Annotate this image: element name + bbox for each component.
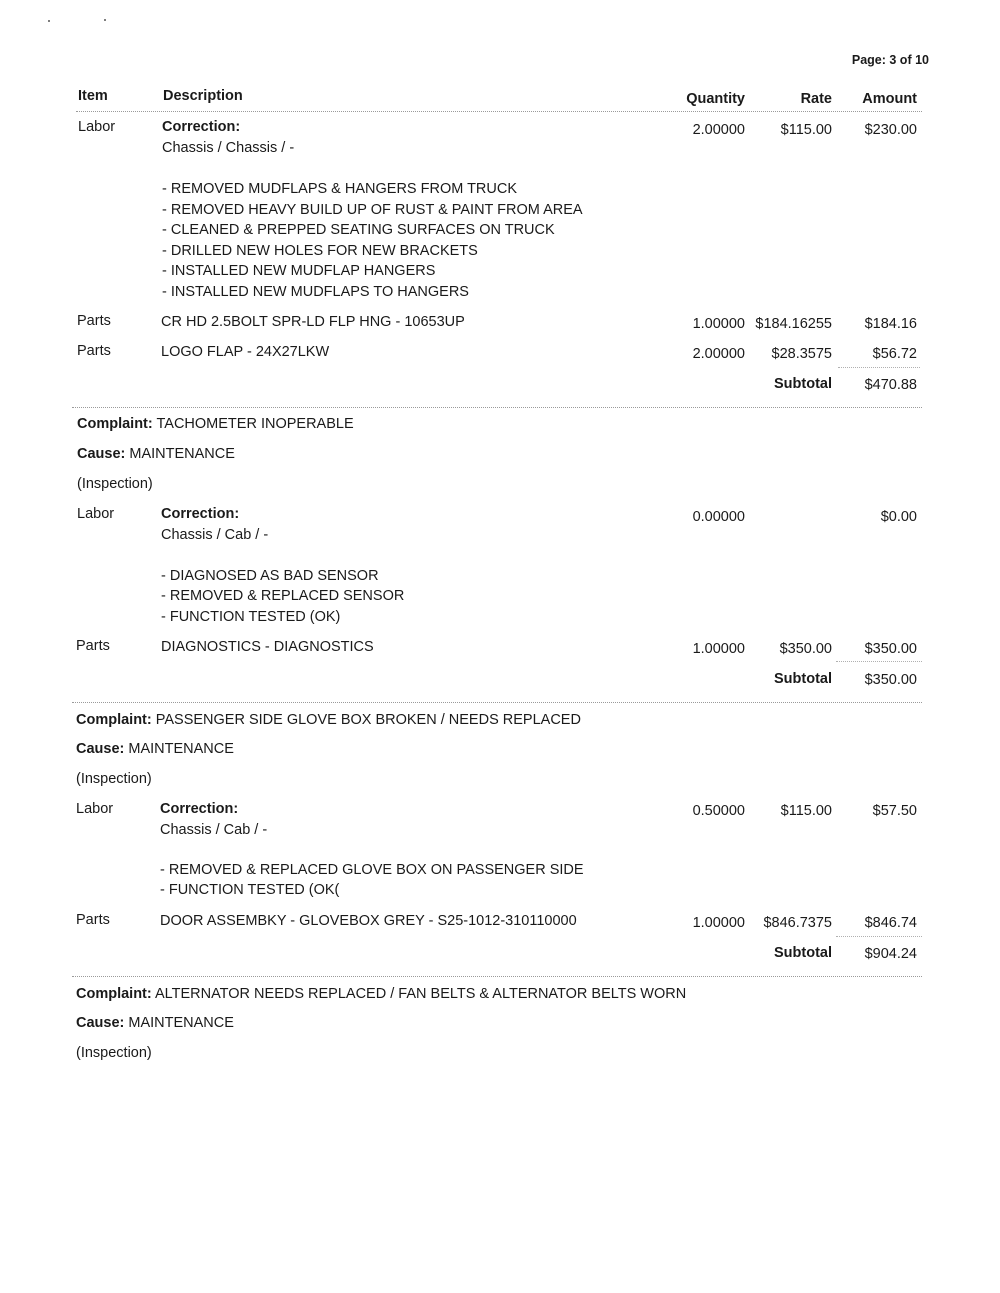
quantity-cell: 0.00000: [692, 509, 745, 525]
subtotal-rule: [838, 367, 920, 368]
subtotal-label: Subtotal: [774, 671, 832, 687]
subtotal-rule: [836, 661, 922, 662]
rate-cell: $28.3575: [771, 346, 832, 362]
item-type: Parts: [76, 638, 110, 654]
correction-label: Correction:: [160, 801, 239, 817]
inspection-text: (Inspection): [76, 771, 152, 787]
amount-cell: $184.16: [864, 316, 917, 332]
subtotal-amount: $904.24: [864, 946, 917, 962]
complaint-line: [76, 712, 581, 728]
work-step: - REMOVED HEAVY BUILD UP OF RUST & PAINT FROM AREA: [162, 202, 583, 218]
rate-cell: $184.16255: [755, 316, 832, 332]
inspection-text: (Inspection): [77, 476, 153, 492]
header-item: Item: [78, 88, 108, 104]
cause-text: MAINTENANCE: [128, 1015, 234, 1031]
amount-cell: $230.00: [864, 122, 917, 138]
part-description: CR HD 2.5BOLT SPR-LD FLP HNG - 10653UP: [161, 314, 465, 330]
work-step: - REMOVED & REPLACED GLOVE BOX ON PASSENGER SIDE: [160, 862, 584, 878]
correction-label: Correction:: [162, 119, 241, 135]
complaint-label: Complaint:: [76, 986, 152, 1002]
complaint-line: [76, 986, 686, 1002]
rate-cell: $115.00: [780, 803, 832, 819]
section-divider: [72, 407, 922, 408]
cause-label: Cause:: [76, 1015, 125, 1031]
correction-label: Correction:: [161, 506, 240, 522]
amount-cell: $56.72: [872, 346, 917, 362]
cause-label: Cause:: [76, 741, 125, 757]
complaint-line: [77, 416, 354, 432]
section-divider: [72, 976, 922, 977]
amount-cell: $0.00: [880, 509, 917, 525]
work-step: - INSTALLED NEW MUDFLAPS TO HANGERS: [162, 284, 469, 300]
work-step: - REMOVED MUDFLAPS & HANGERS FROM TRUCK: [162, 181, 518, 197]
work-step: - FUNCTION TESTED (OK): [161, 609, 341, 625]
item-type: Labor: [77, 506, 115, 522]
complaint-label: Complaint:: [76, 712, 152, 728]
item-type: Labor: [78, 119, 116, 135]
subtotal-label: Subtotal: [774, 376, 832, 392]
item-type: Parts: [77, 343, 111, 359]
inspection-text: (Inspection): [76, 1045, 152, 1061]
complaint-text: PASSENGER SIDE GLOVE BOX BROKEN / NEEDS REPLACED: [155, 712, 581, 728]
cause-line: [77, 446, 235, 462]
complaint-text: TACHOMETER INOPERABLE: [156, 416, 354, 432]
labor-category: Chassis / Cab / -: [161, 527, 269, 543]
scan-speck: [48, 20, 50, 22]
work-step: - REMOVED & REPLACED SENSOR: [161, 588, 405, 604]
rate-cell: $350.00: [779, 641, 832, 657]
cause-label: Cause:: [77, 446, 126, 462]
complaint-text: ALTERNATOR NEEDS REPLACED / FAN BELTS & ALTERNATOR BELTS WORN: [154, 986, 687, 1002]
labor-category: Chassis / Cab / -: [160, 822, 268, 838]
work-step: - DIAGNOSED AS BAD SENSOR: [161, 568, 379, 584]
quantity-cell: 1.00000: [692, 316, 745, 332]
header-description: Description: [163, 88, 243, 104]
amount-cell: $57.50: [872, 803, 917, 819]
cause-line: [76, 741, 234, 757]
quantity-cell: 1.00000: [692, 915, 745, 931]
labor-category: Chassis / Chassis / -: [162, 140, 295, 156]
subtotal-amount: $350.00: [864, 672, 917, 688]
amount-cell: $350.00: [864, 641, 917, 657]
quantity-cell: 2.00000: [692, 346, 745, 362]
header-amount: Amount: [862, 91, 917, 107]
quantity-cell: 0.50000: [692, 803, 745, 819]
subtotal-amount: $470.88: [864, 377, 917, 393]
cause-text: MAINTENANCE: [128, 741, 234, 757]
part-description: LOGO FLAP - 24X27LKW: [161, 344, 330, 360]
work-step: - DRILLED NEW HOLES FOR NEW BRACKETS: [162, 243, 478, 259]
cause-line: [76, 1015, 234, 1031]
quantity-cell: 1.00000: [692, 641, 745, 657]
section-divider: [72, 702, 922, 703]
header-quantity: Quantity: [686, 91, 745, 107]
quantity-cell: 2.00000: [692, 122, 745, 138]
part-description: DIAGNOSTICS - DIAGNOSTICS: [161, 639, 374, 655]
item-type: Labor: [76, 801, 114, 817]
header-divider: [76, 111, 922, 112]
work-step: - FUNCTION TESTED (OK(: [160, 882, 340, 898]
work-step: - INSTALLED NEW MUDFLAP HANGERS: [162, 263, 436, 279]
subtotal-rule: [836, 936, 922, 937]
amount-cell: $846.74: [864, 915, 917, 931]
item-type: Parts: [76, 912, 110, 928]
rate-cell: $846.7375: [763, 915, 832, 931]
complaint-label: Complaint:: [77, 416, 153, 432]
work-step: - CLEANED & PREPPED SEATING SURFACES ON TRUCK: [162, 222, 555, 238]
page-number: Page: 3 of 10: [851, 53, 929, 67]
item-type: Parts: [77, 313, 111, 329]
header-rate: Rate: [800, 91, 832, 107]
scan-speck: [104, 19, 106, 21]
subtotal-label: Subtotal: [774, 945, 832, 961]
cause-text: MAINTENANCE: [129, 446, 235, 462]
rate-cell: $115.00: [780, 122, 832, 138]
part-description: DOOR ASSEMBKY - GLOVEBOX GREY - S25-1012-310110000: [160, 913, 577, 929]
